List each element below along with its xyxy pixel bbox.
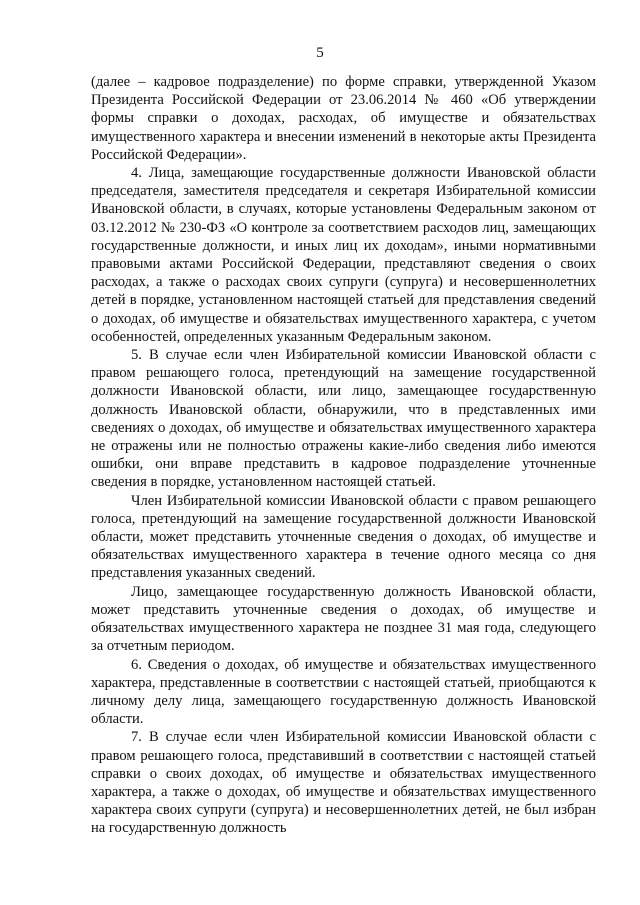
paragraph: 5. В случае если член Избирательной комиссии Ивановской области с правом решающего голоса, претендующий на замещение государственной должности Ивановской области, или лицо, замещающее государственную должность Ивановской области, обнаружили, что в представленных ими сведениях о доходах, об имуществе и обязательствах имущественного характера не отражены или не полностью отражены какие-либо сведения либо имеются ошибки, они вправе представить в кадровое подразделение уточненные сведения в порядке, установленном настоящей статьей.: [91, 347, 596, 491]
paragraph: 7. В случае если член Избирательной комиссии Ивановской области с правом решающего голоса, представивший в соответствии с настоящей статьей справки о своих доходах, об имуществе и обязательствах имущественного характера, а также о доходах, об имуществе и обязательствах имущественного характера своих супруги (супруга) и несовершеннолетних детей, не был избран на государственную должность: [91, 729, 596, 837]
paragraph: 6. Сведения о доходах, об имуществе и обязательствах имущественного характера, представленные в соответствии с настоящей статьей, приобщаются к личному делу лица, замещающего государственную должность Ивановской области.: [91, 656, 596, 728]
document-body: [91, 73, 596, 838]
paragraph: Лицо, замещающее государственную должность Ивановской области, может представить уточненные сведения о доходах, об имуществе и обязательствах имущественного характера не позднее 31 мая года, следующего за отчетным периодом.: [91, 583, 596, 655]
paragraph: (далее – кадровое подразделение) по форме справки, утвержденной Указом Президента Российской Федерации от 23.06.2014 № 460 «Об утверждении формы справки о доходах, расходах, об имуществе и обязательствах имущественного характера и внесении изменений в некоторые акты Президента Российской Федерации».: [91, 74, 596, 163]
paragraph: 4. Лица, замещающие государственные должности Ивановской области председателя, заместителя председателя и секретаря Избирательной комиссии Ивановской области, в случаях, которые установлены Федеральным законом от 03.12.2012 № 230-ФЗ «О контроле за соответствием расходов лиц, замещающих государственные должности, и иных лиц их доходам», иными нормативными правовыми актами Российской Федерации, представляют сведения о своих расходах, а также о расходах своих супруги (супруга) и несовершеннолетних детей в порядке, установленном настоящей статьей для представления сведений о доходах, об имуществе и обязательствах имущественного характера, с учетом особенностей, определенных указанным Федеральным законом.: [91, 165, 596, 345]
paragraph: Член Избирательной комиссии Ивановской области с правом решающего голоса, претендующий на замещение государственной должности Ивановской области, может представить уточненные сведения о доходах, об имуществе и обязательствах имущественного характера в течение одного месяца со дня представления указанных сведений.: [91, 492, 596, 582]
page-number: 5: [316, 45, 324, 61]
